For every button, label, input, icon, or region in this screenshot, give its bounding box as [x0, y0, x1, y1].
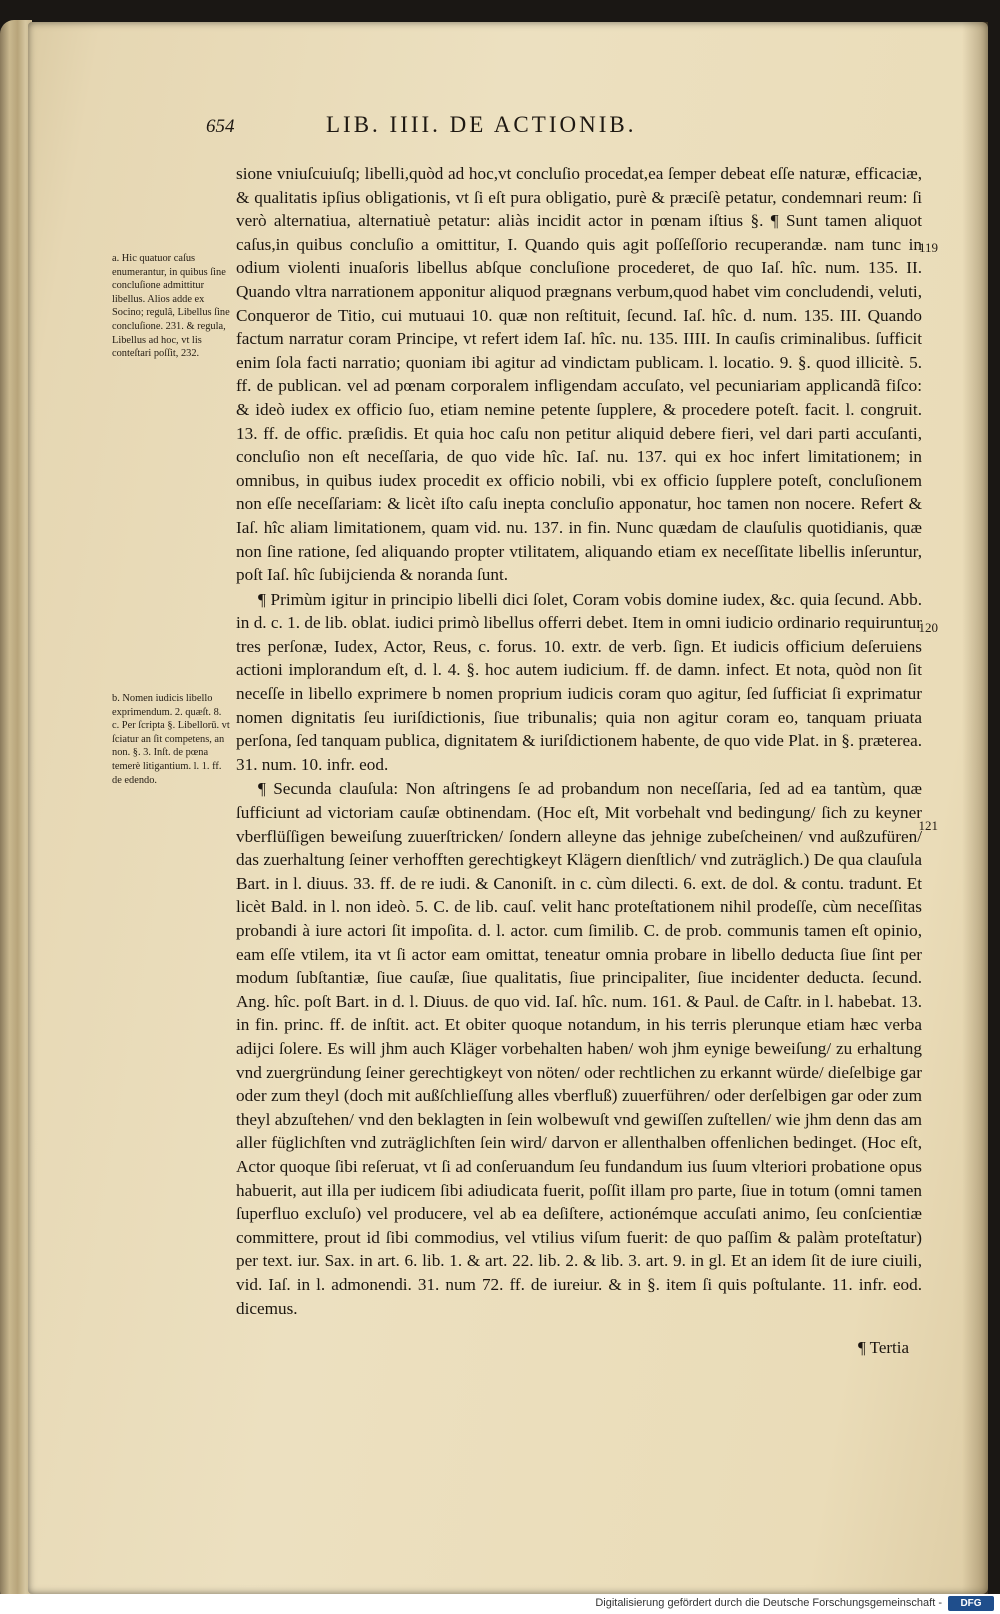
marginal-note-b: b. Nomen iudicis libello exprimendum. 2. quæſt. 8. c. Per ſcripta §. Libellorū. vt ſciatur an ſit competens, an non. §. 3. Inſt. de pœna temerè litigantium. l. 1. ff. de edendo.	[112, 693, 230, 786]
paragraph: ¶ Secunda clauſula: Non aſtringens ſe ad probandum non neceſſaria, ſed ad ea tantùm, quæ ſufficiunt ad victoriam cauſæ obtinendam. (Hoc eſt, Mit vorbehalt vnd bedingung/ ſich zu keyner vberflüſſigen beweiſung zuuerſtricken/ ſondern alleyne das jehnige zubeſcheinen/ vnd außzufüren/ das zuerhaltung ſeiner verhofften gerechtigkeyt Klägern dienſtlich/ vnd zuträglich.) De qua clauſula Bart. in l. diuus. 33. ff. de re iudi. & Canoniſt. in c. cùm dilecti. 6. ext. de dol. & contu. tradunt. Et licèt Bald. in l. non ideò. 5. C. de lib. cauſ. velit hanc proteſtationem nihil prodeſſe, cùm neceſſitas probandi à iure actori ſit impoſita. d. l. actor. cum ſimilib. C. de prob. communis tamen eſt opinio, eam eſſe vtilem, ita vt ſi actor eam omittat, teneatur omnia probare in libello deducta ſiue ſint per modum ſubſtantiæ, ſiue cauſæ, ſiue qualitatis, ſiue principaliter, ſiue incidenter deducta. ſecund. Ang. hîc. poſt Bart. in d. l. Diuus. de quo vid. Iaſ. hîc. num. 161. & Paul. de Caſtr. in l. habebat. 13. in fin. princ. ff. de inſtit. act. Et obiter quoque notandum, in his terris plerunque etiam hæc verba adijci ſolere. Es will jhm auch Kläger vorbehalten haben/ woh jhm eynige beweiſung/ zu erhaltung vnd zuergründung ſeiner gerechtigkeyt von nöten/ oder rechtlichen zu erkannt würde/ dieſelbige gar oder zum theyl (doch mit außſchlieſſung alles vberfluß) zuuerführen/ oder derſelbigen gar oder zum theyl abzuſtehen/ vnd den beklagten in ſein wolbewuſt vnd gewiſſen zuſtellen/ wie jhm denn das am aller füglichſten vnd zuträglichſten ſein wird/ darvon er allenthalben offenlichen bedinget. (Hoc eſt, Actor quoque ſibi reſeruat, vt ſi ad conſeruandum ſeu fundandum ius ſuum vlteriori probatione opus habuerit, aut illa per iudicem ſibi adiudicata fuerit, poſſit illam pro parte, ſiue in totum (omni tamen ſuperfluo excluſo) vel producere, vel ab ea deſiſtere, actionémque accuſati animo, ſeu conſcientiæ committere, prout id ſibi commodius, vel vtilius viſum fuerit: de quo paſſim & palàm proteſtatur) per text. iur. Sax. in art. 6. lib. 1. & art. 22. lib. 2. & lib. 3. art. 9. in gl. Et an idem ſit de iure ciuili, vid. Iaſ. in l. admonendi. 31. num 72. ff. de iureiur. & in §. item ſi quis poſtulante. 11. infr. eod. dicemus.	[236, 779, 922, 1318]
running-header	[206, 112, 846, 148]
footer-bar	[0, 1594, 1000, 1614]
page-number: 654	[206, 116, 235, 137]
marginal-note-a: a. Hic quatuor caſus enumerantur, in quibus ſine concluſione admittitur libellus. Alios adde ex Socino; regulâ, Libellus ſine concluſione. 231. & regula, Libellus ad hoc, vt lis conteſtari poſſit, 232.	[112, 253, 230, 360]
section-number: 121	[918, 818, 938, 833]
running-title: LIB. IIII. DE ACTIONIB.	[326, 112, 637, 137]
paragraph: sione vniuſcuiuſq; libelli,quòd ad hoc,vt concluſio procedat,ea ſemper debeat eſſe naturæ, efficaciæ, & qualitatis ipſius obligationis, vt ſi eſt pura obligatio, purè & præciſè petatur, condemnari reum: ſi verò alternatiua, alternatiuè petatur: aliàs incidit actor in pœnam iſtius §. ¶ Sunt tamen aliquot caſus,in quibus concluſio a omittitur, I. Quando quis agit poſſeſſorio recuperandæ. nam tunc in odium violenti inuaſoris libellus abſque concluſione procederet, de quo Iaſ. hîc. num. 135. II. Quando vltra narrationem apponitur aliquod prægnans verbum,quod habet vim concludendi, veluti, Conqueror de Titio, cui mutuaui 10. quæ non reſtituit, ſecund. Iaſ. hîc. d. num. 135. III. Quando factum narratur coram Principe, vt refert idem Iaſ. hîc. nu. 135. IIII. In cauſis criminalibus. ſufficit enim ſola facti narratio; quoniam ibi agitur ad vindictam publicam. l. locatio. 9. §. quod illicitè. 5. ff. de publican. vel ad pœnam corporalem infligendam accuſato, vel pecuniariam applicandã fiſco: & ideò iudex ex officio ſuo, etiam nemine petente ſupplere, & procedere poteſt. facit. l. congruit. 13. ff. de offic. præſidis. Et quia hoc caſu non petitur aliquid debere fieri, vel dari parti accuſanti, concluſio non eſt neceſſaria, de quo vide hîc. Iaſ. nu. 137. qui ex hoc infert limitationem; in omnibus, in quibus iudex procedit ex officio nobili, vbi ex officio ſupplere poteſt, concluſionem non eſſe neceſſariam: & licèt iſto caſu inepta concluſio apponatur, hoc tamen non nocere. Refert & Iaſ. hîc aliam limitationem, quam vid. nu. 137. in fin. Nunc quædam de clauſulis quotidianis, quæ non ſine ratione, ſed aliquando propter vtilitatem, aliquando etiam ex neceſſitate libellis inſeruntur, poſt Iaſ. hîc ſubijcienda & noranda ſunt.	[236, 164, 922, 585]
dfg-logo-icon: DFG	[948, 1596, 994, 1611]
paragraph: ¶ Primùm igitur in principio libelli dici ſolet, Coram vobis domine iudex, &c. quia ſecund. Abb. in d. c. 1. de lib. oblat. iudici primò libellus offerri debet. Item in omni iudicio ordinario requiruntur tres perſonæ, Iudex, Actor, Reus, c. forus. 10. extr. de verb. ſign. Et iudicis officium deſeruiens actioni implorandum eſt, d. l. 4. §. hoc autem iudicium. ff. de damn. infect. Et nota, quòd non ſit neceſſe in libello exprimere b nomen proprium iudicis coram quo agitur, ſed ſufficiat ſi exprimatur nomen dignitatis ſeu iuriſdictionis, ſiue tribunalis; quia non agitur coram eo, tanquam priuata perſona, ſed tanquam publica, dignitatem & iuriſdictionem habente, de quo vide Plat. in §. præterea. 31. num. 10. infr. eod.	[236, 589, 922, 774]
footer-credit: Digitalisierung gefördert durch die Deutsche Forschungsgemeinschaft -	[595, 1597, 942, 1609]
main-text	[236, 162, 922, 1321]
section-number: 120	[918, 620, 938, 635]
section-number: 119	[918, 240, 938, 255]
catchword: ¶ Tertia	[858, 1338, 910, 1357]
spine-shadow	[962, 22, 988, 1594]
